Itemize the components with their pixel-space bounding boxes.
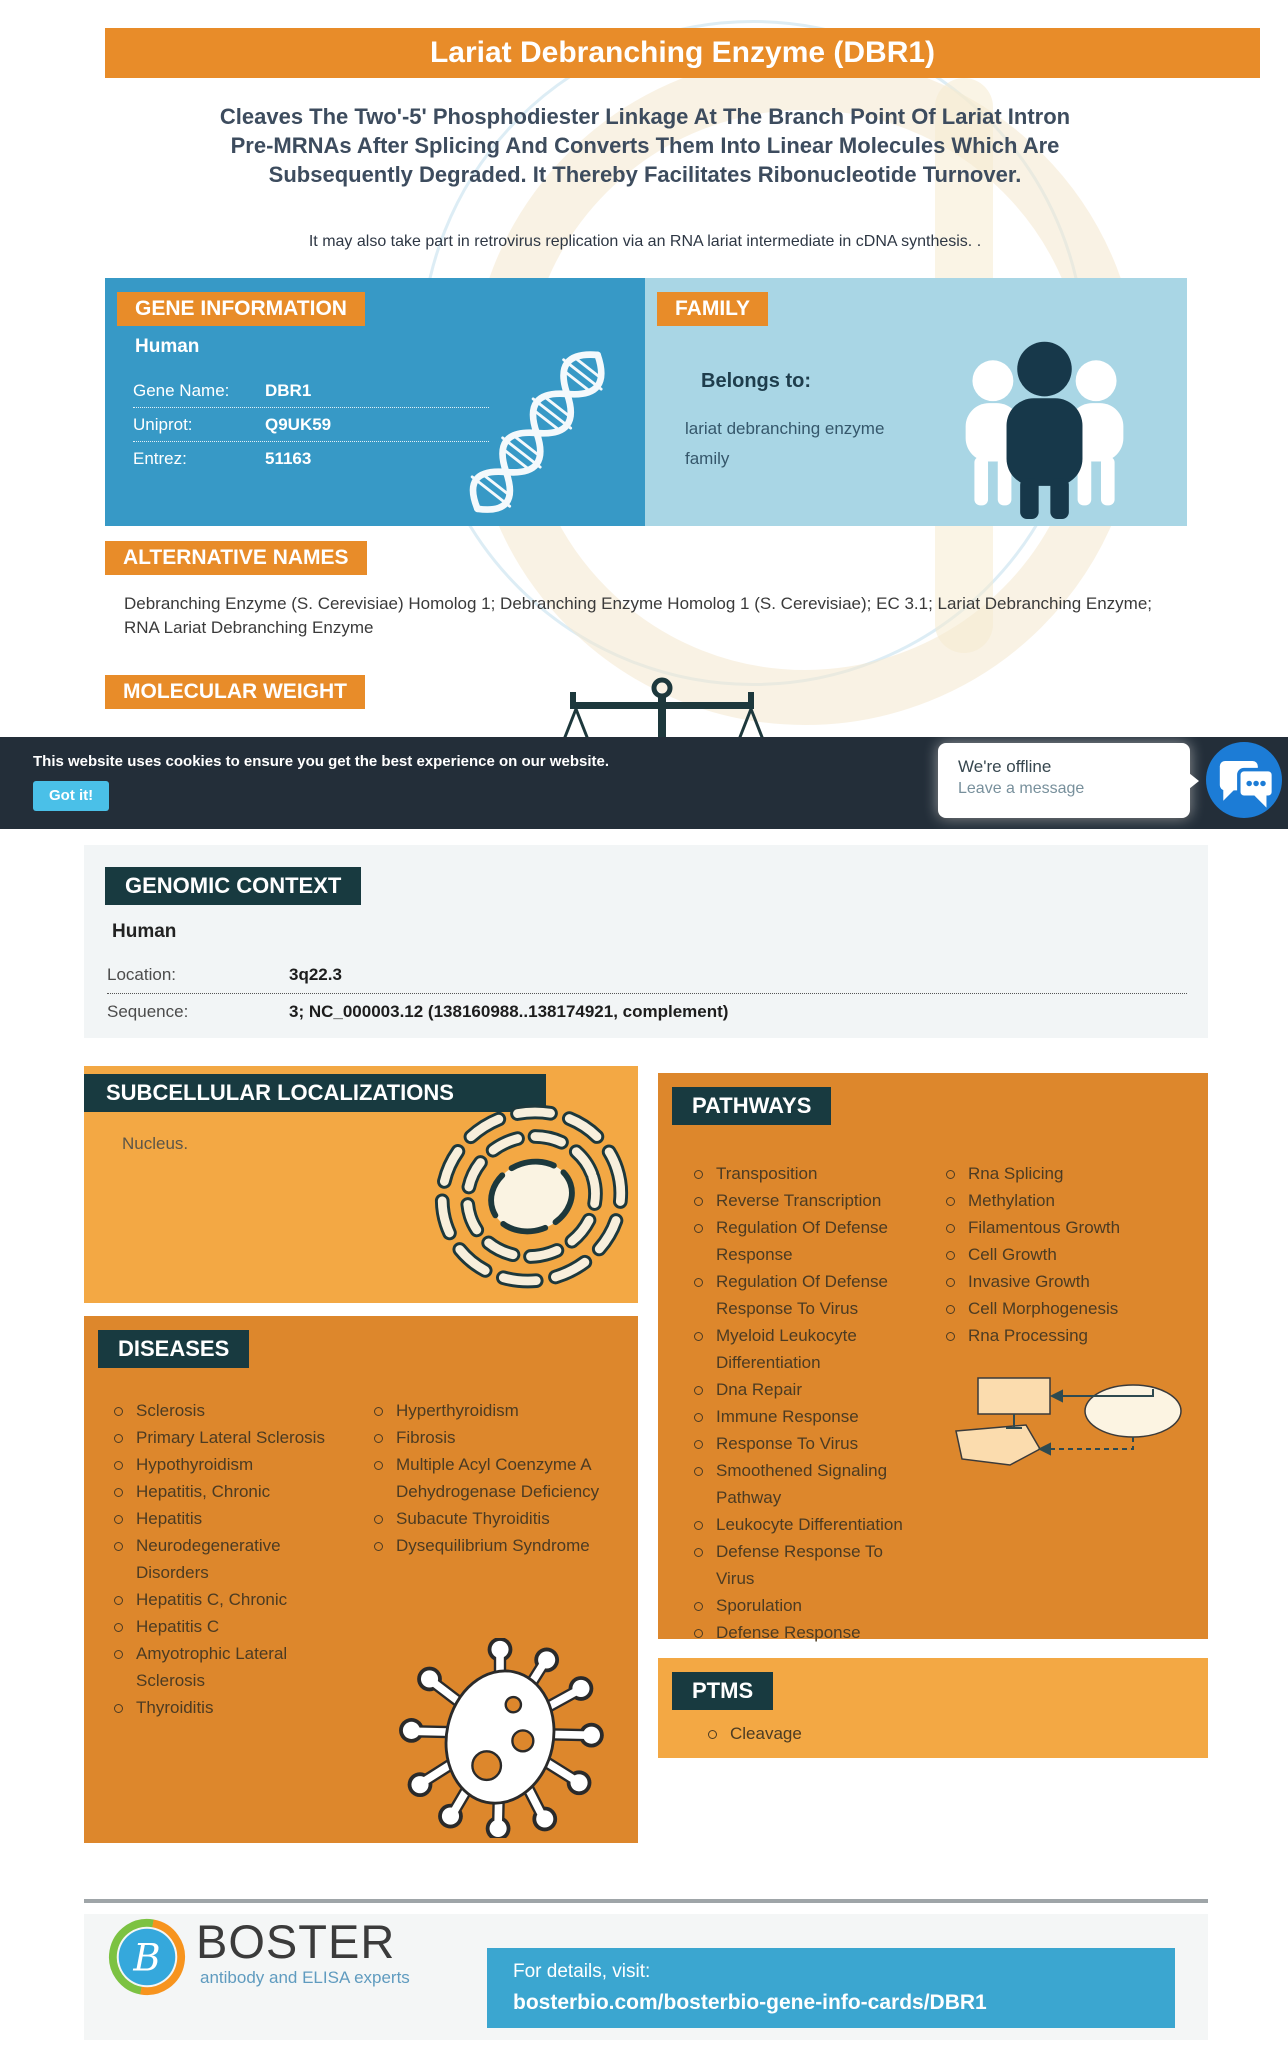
list-item xyxy=(374,1532,606,1559)
disease-label: Hepatitis xyxy=(136,1509,203,1528)
bullet-icon xyxy=(946,1170,955,1179)
pathway-label: Response To Virus xyxy=(716,1434,859,1453)
disease-label: Fibrosis xyxy=(396,1428,456,1447)
bullet-icon xyxy=(946,1224,955,1233)
bullet-icon xyxy=(114,1542,123,1551)
location-label: Location: xyxy=(107,965,176,984)
list-item xyxy=(374,1397,606,1424)
pathway-label: Smoothened Signaling Pathway xyxy=(716,1461,888,1507)
bullet-icon xyxy=(694,1629,703,1638)
pathway-label: Defense Response xyxy=(716,1623,861,1642)
page-title: Lariat Debranching Enzyme (DBR1) xyxy=(105,28,1260,78)
chat-status-text: We're offline xyxy=(958,757,1052,776)
list-item xyxy=(114,1478,336,1505)
bullet-icon xyxy=(114,1488,123,1497)
list-item xyxy=(114,1532,336,1586)
list-item xyxy=(694,1160,906,1187)
disease-label: Neurodegenerative Disorders xyxy=(136,1536,281,1582)
diseases-list-column2 xyxy=(374,1397,606,1559)
gene-summary-line: Subsequently Degraded. It Thereby Facilitates Ribonucleotide Turnover. xyxy=(268,162,1022,187)
ptm-label: Cleavage xyxy=(730,1724,802,1743)
cell-organelle-icon xyxy=(429,1094,634,1304)
bullet-icon xyxy=(114,1650,123,1659)
gene-note: It may also take part in retrovirus replication via an RNA lariat intermediate in cDNA synthesis. . xyxy=(308,233,982,250)
list-item xyxy=(114,1397,336,1424)
bullet-icon xyxy=(694,1467,703,1476)
list-item xyxy=(114,1640,336,1694)
genomic-table xyxy=(107,957,1187,1030)
list-item xyxy=(114,1505,336,1532)
list-item xyxy=(114,1694,336,1721)
pathway-label: Filamentous Growth xyxy=(968,1218,1121,1237)
bullet-icon xyxy=(708,1730,717,1739)
bullet-icon xyxy=(114,1515,123,1524)
entrez-value: 51163 xyxy=(265,449,312,468)
ptms-heading: PTMS xyxy=(672,1672,773,1710)
pathway-label: Sporulation xyxy=(716,1596,803,1615)
pathways-heading: PATHWAYS xyxy=(672,1087,831,1125)
table-row xyxy=(133,374,489,408)
flowchart-icon xyxy=(948,1373,1188,1473)
disease-label: Multiple Acyl Coenzyme A Dehydrogenase Deficiency xyxy=(396,1455,600,1501)
list-item xyxy=(694,1538,906,1592)
list-item xyxy=(374,1451,606,1505)
table-row xyxy=(107,957,1187,994)
disease-label: Sclerosis xyxy=(136,1401,205,1420)
list-item xyxy=(946,1241,1182,1268)
bullet-icon xyxy=(114,1596,123,1605)
list-item xyxy=(694,1457,906,1511)
list-item xyxy=(694,1403,906,1430)
diseases-heading: DISEASES xyxy=(98,1330,249,1368)
pathway-label: Immune Response xyxy=(716,1407,859,1426)
chat-action-text: Leave a message xyxy=(958,780,1085,797)
bullet-icon xyxy=(694,1332,703,1341)
gene-information-heading: GENE INFORMATION xyxy=(117,292,365,326)
bullet-icon xyxy=(114,1704,123,1713)
bullet-icon xyxy=(946,1305,955,1314)
list-item xyxy=(946,1214,1182,1241)
pathway-label: Methylation xyxy=(968,1191,1055,1210)
pathways-list-column2 xyxy=(946,1160,1182,1349)
bullet-icon xyxy=(694,1170,703,1179)
list-item xyxy=(694,1322,906,1376)
pathway-label: Invasive Growth xyxy=(968,1272,1090,1291)
gene-name-value: DBR1 xyxy=(265,381,312,400)
list-item xyxy=(374,1505,606,1532)
bullet-icon xyxy=(694,1224,703,1233)
pathway-label: Cell Morphogenesis xyxy=(968,1299,1119,1318)
disease-label: Hypothyroidism xyxy=(136,1455,254,1474)
gene-summary-line: Cleaves The Two'-5' Phosphodiester Linkage At The Branch Point Of Lariat Intron xyxy=(219,104,1071,129)
list-item xyxy=(694,1619,906,1646)
disease-label: Hepatitis C, Chronic xyxy=(136,1590,288,1609)
list-item xyxy=(694,1430,906,1457)
visit-url: bosterbio.com/bosterbio-gene-info-cards/DBR1 xyxy=(513,1991,987,2014)
footer-divider xyxy=(84,1899,1208,1903)
list-item xyxy=(374,1424,606,1451)
gene-family-row xyxy=(105,278,1187,526)
diseases-list-column1 xyxy=(114,1397,336,1721)
bullet-icon xyxy=(694,1548,703,1557)
list-item xyxy=(114,1586,336,1613)
uniprot-label: Uniprot: xyxy=(133,415,193,434)
location-value: 3q22.3 xyxy=(289,965,342,984)
bullet-icon xyxy=(694,1278,703,1287)
list-item xyxy=(694,1268,906,1322)
table-row xyxy=(133,408,489,442)
bullet-icon xyxy=(694,1386,703,1395)
bullet-icon xyxy=(114,1461,123,1470)
dna-helix-icon xyxy=(459,330,619,535)
pathways-list-column1 xyxy=(694,1160,906,1646)
species-label: Human xyxy=(135,336,200,357)
bullet-icon xyxy=(374,1461,383,1470)
family-name: lariat debranching enzyme family xyxy=(685,419,885,468)
pathway-label: Reverse Transcription xyxy=(716,1191,882,1210)
subcellular-localizations-heading: SUBCELLULAR LOCALIZATIONS xyxy=(84,1074,546,1112)
family-heading: FAMILY xyxy=(657,292,768,326)
sequence-label: Sequence: xyxy=(107,1002,189,1021)
pathway-label: Regulation Of Defense Response To Virus xyxy=(716,1272,888,1318)
diseases-panel xyxy=(84,1316,638,1843)
alternative-names-heading: ALTERNATIVE NAMES xyxy=(105,541,367,575)
pathways-panel xyxy=(658,1073,1208,1642)
bullet-icon xyxy=(374,1515,383,1524)
pathway-label: Transposition xyxy=(716,1164,818,1183)
bullet-icon xyxy=(946,1332,955,1341)
genomic-context-panel xyxy=(84,845,1208,1038)
visit-label: For details, visit: xyxy=(513,1961,651,1982)
bullet-icon xyxy=(694,1521,703,1530)
list-item xyxy=(946,1160,1182,1187)
list-item xyxy=(114,1424,336,1451)
footer-logo-tagline: antibody and ELISA experts xyxy=(200,1968,410,1987)
belongs-to-label: Belongs to: xyxy=(701,370,811,392)
gene-summary-line: Pre-MRNAs After Splicing And Converts Them Into Linear Molecules Which Are xyxy=(230,133,1060,158)
pathway-label: Dna Repair xyxy=(716,1380,802,1399)
list-item xyxy=(114,1451,336,1478)
pathway-label: Defense Response To Virus xyxy=(716,1542,883,1588)
gene-info-table xyxy=(133,374,489,475)
gene-information-panel xyxy=(105,278,645,526)
ptms-panel xyxy=(658,1658,1208,1758)
bullet-icon xyxy=(114,1434,123,1443)
subcellular-localizations-panel xyxy=(84,1066,638,1303)
list-item xyxy=(946,1322,1182,1349)
pathway-label: Myeloid Leukocyte Differentiation xyxy=(716,1326,857,1372)
list-item xyxy=(946,1187,1182,1214)
genomic-context-heading: GENOMIC CONTEXT xyxy=(105,867,361,905)
disease-label: Dysequilibrium Syndrome xyxy=(396,1536,590,1555)
disease-label: Hepatitis C xyxy=(136,1617,220,1636)
bullet-icon xyxy=(694,1602,703,1611)
bullet-icon xyxy=(946,1251,955,1260)
bullet-icon xyxy=(946,1278,955,1287)
list-item xyxy=(694,1511,906,1538)
list-item xyxy=(694,1214,906,1268)
alternative-names-text: Debranching Enzyme (S. Cerevisiae) Homolog 1; Debranching Enzyme Homolog 1 (S. Cerevisiae); EC 3.1; Lariat Debranching Enzyme; RNA Lariat Debranching Enzyme xyxy=(124,594,1153,637)
people-group-icon xyxy=(942,334,1147,524)
disease-label: Thyroiditis xyxy=(136,1698,214,1717)
bullet-icon xyxy=(694,1197,703,1206)
gene-summary xyxy=(104,102,1186,189)
molecular-weight-heading: MOLECULAR WEIGHT xyxy=(105,675,365,709)
pathway-label: Regulation Of Defense Response xyxy=(716,1218,888,1264)
list-item xyxy=(946,1295,1182,1322)
footer-logo-text: BOSTER xyxy=(196,1915,396,1968)
bullet-icon xyxy=(374,1407,383,1416)
pathway-label: Rna Processing xyxy=(968,1326,1089,1345)
virus-icon xyxy=(392,1638,608,1843)
footer-visit-box xyxy=(487,1948,1175,2028)
list-item xyxy=(708,1720,1108,1747)
list-item xyxy=(114,1613,336,1640)
pathway-label: Leukocyte Differentiation xyxy=(716,1515,903,1534)
bullet-icon xyxy=(374,1542,383,1551)
ptms-list xyxy=(708,1720,1108,1747)
entrez-label: Entrez: xyxy=(133,449,187,468)
bullet-icon xyxy=(694,1413,703,1422)
chat-launcher-button[interactable] xyxy=(1206,742,1282,818)
pathway-label: Rna Splicing xyxy=(968,1164,1064,1183)
disease-label: Amyotrophic Lateral Sclerosis xyxy=(136,1644,288,1690)
chat-card-pointer xyxy=(1189,773,1199,789)
subcellular-value: Nucleus. xyxy=(122,1134,189,1153)
uniprot-value: Q9UK59 xyxy=(265,415,332,434)
list-item xyxy=(694,1592,906,1619)
bullet-icon xyxy=(694,1440,703,1449)
list-item xyxy=(694,1376,906,1403)
footer xyxy=(84,1914,1208,2040)
gene-name-label: Gene Name: xyxy=(133,381,230,400)
cookie-accept-button[interactable]: Got it! xyxy=(33,781,109,811)
bullet-icon xyxy=(374,1434,383,1443)
disease-label: Subacute Thyroiditis xyxy=(396,1509,550,1528)
cookie-message: This website uses cookies to ensure you get the best experience on our website. xyxy=(33,753,609,770)
chat-status-card[interactable] xyxy=(938,743,1190,818)
list-item xyxy=(694,1187,906,1214)
species-label: Human xyxy=(112,921,177,942)
disease-label: Primary Lateral Sclerosis xyxy=(136,1428,325,1447)
svg-text:B: B xyxy=(133,1936,161,1980)
list-item xyxy=(946,1268,1182,1295)
bullet-icon xyxy=(114,1623,123,1632)
bullet-icon xyxy=(946,1197,955,1206)
bullet-icon xyxy=(114,1407,123,1416)
disease-label: Hepatitis, Chronic xyxy=(136,1482,271,1501)
disease-label: Hyperthyroidism xyxy=(396,1401,519,1420)
chat-bubbles-icon xyxy=(1206,742,1282,818)
boster-logo-icon xyxy=(108,1918,186,2001)
pathway-label: Cell Growth xyxy=(968,1245,1057,1264)
cookie-banner xyxy=(0,737,1288,829)
sequence-value: 3; NC_000003.12 (138160988..138174921, complement) xyxy=(289,1002,729,1021)
table-row xyxy=(133,442,489,475)
family-panel xyxy=(645,278,1187,526)
table-row xyxy=(107,994,1187,1030)
